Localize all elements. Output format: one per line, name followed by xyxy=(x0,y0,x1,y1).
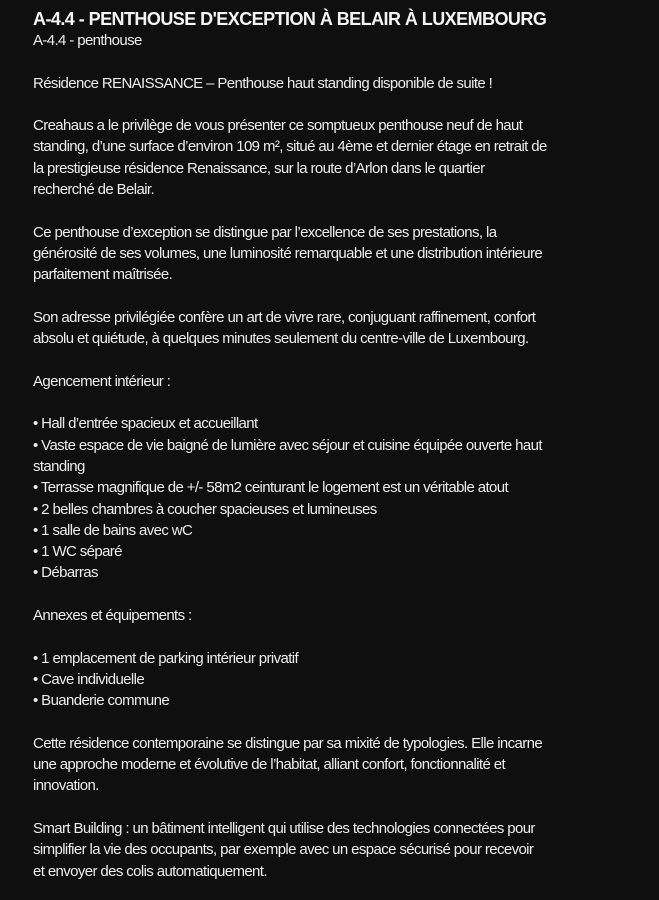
intro-line: recherché de Belair. xyxy=(33,181,155,199)
smart-line: Smart Building : un bâtiment intelligent qui utilise des technologies connectées pour xyxy=(33,819,535,837)
exception-paragraph xyxy=(33,222,626,286)
listing-reference: A-4.4 - penthouse xyxy=(33,32,142,49)
layout-heading: Agencement intérieur : xyxy=(33,372,171,390)
intro-line: standing, d’une surface d’environ 109 m², situé au 4ème et dernier étage en retrait de xyxy=(33,138,547,156)
list-item: • Débarras xyxy=(33,564,98,582)
list-item: • 2 belles chambres à coucher spacieuses et lumineuses xyxy=(33,500,377,518)
tagline xyxy=(33,73,626,94)
layout-list xyxy=(33,413,626,583)
residence-line: une approche moderne et évolutive de l’habitat, alliant confort, fonctionnalité et xyxy=(33,756,505,774)
exception-line: Ce penthouse d’exception se distingue par l’excellence de ses prestations, la xyxy=(33,223,497,241)
list-item: • 1 WC séparé xyxy=(33,543,122,561)
list-item: • Hall d’entrée spacieux et accueillant xyxy=(33,415,258,433)
list-item: • Vaste espace de vie baigné de lumière avec séjour et cuisine équipée ouverte haut xyxy=(33,436,542,454)
address-paragraph xyxy=(33,307,626,350)
exception-line: générosité de ses volumes, une luminosité remarquable et une distribution intérieure xyxy=(33,244,543,262)
residence-line: Cette résidence contemporaine se distingue par sa mixité de typologies. Elle incarne xyxy=(33,734,543,752)
list-item: • Cave individuelle xyxy=(33,670,145,688)
exception-line: parfaitement maîtrisée. xyxy=(33,266,173,284)
smart-building-paragraph xyxy=(33,818,626,882)
residence-paragraph xyxy=(33,733,626,797)
tagline-text: Résidence RENAISSANCE – Penthouse haut standing disponible de suite ! xyxy=(33,74,493,92)
intro-paragraph xyxy=(33,115,626,200)
smart-line: simplifier la vie des occupants, par exemple avec un espace sécurisé pour recevoir xyxy=(33,841,534,859)
list-item: • 1 emplacement de parking intérieur privatif xyxy=(33,649,298,667)
intro-line: Creahaus a le privilège de vous présenter ce somptueux penthouse neuf de haut xyxy=(33,117,523,135)
address-line: Son adresse privilégiée confère un art de vivre rare, conjuguant raffinement, confort xyxy=(33,308,536,326)
residence-line: innovation. xyxy=(33,777,99,795)
annex-list xyxy=(33,648,626,712)
intro-line: la prestigieuse résidence Renaissance, sur la route d’Arlon dans le quartier xyxy=(33,159,485,177)
list-item: • 1 salle de bains avec wC xyxy=(33,521,193,539)
annex-heading: Annexes et équipements : xyxy=(33,607,192,625)
list-item: • Buanderie commune xyxy=(33,692,170,710)
address-line: absolu et quiétude, à quelques minutes seulement du centre-ville de Luxembourg. xyxy=(33,330,529,348)
listing-title: A-4.4 - PENTHOUSE D'EXCEPTION À BELAIR À LUXEMBOURG xyxy=(33,9,547,29)
list-item: • Terrasse magnifique de +/- 58m2 ceinturant le logement est un véritable atout xyxy=(33,479,509,497)
list-item: standing xyxy=(33,457,85,475)
smart-line: et envoyer des colis automatiquement. xyxy=(33,862,267,880)
